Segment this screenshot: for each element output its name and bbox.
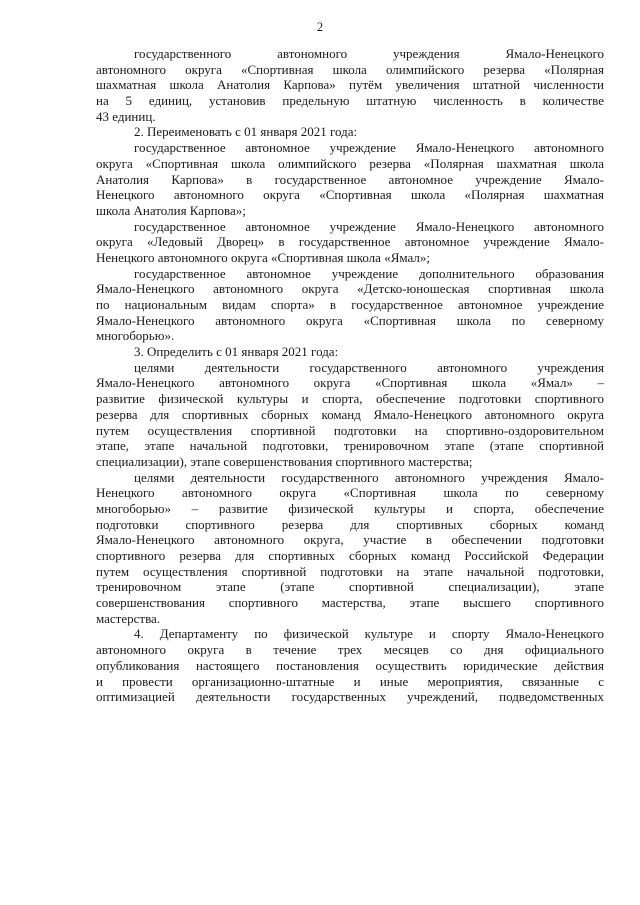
text-line: на 5 единиц, установив предельную штатную численность в количестве (96, 93, 604, 109)
text-line: многоборью» – развитие физической культуры и спорта, обеспечение (96, 500, 604, 516)
page-number: 2 (316, 20, 324, 34)
text-line: Ямало-Ненецкого автономного округа «Детско-юношеская спортивная школа (96, 281, 604, 297)
text-line: Ямало-Ненецкого автономного округа «Спортивная школа по северному (96, 312, 604, 328)
text-line: Ненецкого автономного округа «Спортивная школа «Ямал»; (96, 249, 430, 265)
text-line: путем осуществления спортивной подготовки на спортивно-оздоровительном (96, 422, 604, 438)
text-line: подготовки спортивного резерва для спортивных сборных команд (96, 516, 604, 532)
text-line: государственное автономное учреждение дополнительного образования (134, 265, 604, 281)
text-line: этапе, этапе начальной подготовки, тренировочном этапе (этапе спортивной (96, 438, 604, 454)
text-line: шахматная школа Анатолия Карпова» путём увеличения штатной численности (96, 77, 604, 93)
text-line: и провести организационно-штатные и иные мероприятия, связанные с (96, 673, 604, 689)
text-line: специализации), этапе совершенствования спортивного мастерства; (96, 453, 473, 469)
text-line: многоборью». (96, 328, 175, 344)
text-line: целями деятельности государственного автономного учреждения Ямало- (134, 469, 604, 485)
text-line: 43 единиц. (96, 108, 156, 124)
text-line: резерва для спортивных сборных команд Ямало-Ненецкого автономного округа (96, 406, 604, 422)
text-line: государственное автономное учреждение Ямало-Ненецкого автономного (134, 140, 604, 156)
text-line: государственное автономное учреждение Ямало-Ненецкого автономного (134, 218, 604, 234)
text-line: целями деятельности государственного автономного учреждения (134, 359, 604, 375)
text-line: тренировочном этапе (этапе спортивной специализации), этапе (96, 579, 604, 595)
text-line: школа Анатолия Карпова»; (96, 202, 246, 218)
text-line: 3. Определить с 01 января 2021 года: (134, 344, 339, 360)
document-body (96, 46, 604, 705)
text-line: развитие физической культуры и спорта, обеспечение подготовки спортивного (96, 391, 604, 407)
text-line: округа «Спортивная школа олимпийского резерва «Полярная шахматная школа (96, 155, 604, 171)
text-line: Ненецкого автономного округа «Спортивная школа «Полярная шахматная (96, 187, 604, 203)
text-line: государственного автономного учреждения Ямало-Ненецкого (134, 46, 604, 61)
text-line: путем осуществления спортивной подготовки на этапе начальной подготовки, (96, 563, 604, 579)
text-line: 2. Переименовать с 01 января 2021 года: (134, 124, 358, 140)
text-line: 4. Департаменту по физической культуре и спорту Ямало-Ненецкого (134, 626, 604, 642)
text-line: Ямало-Ненецкого автономного округа, участие в обеспечении подготовки (96, 532, 604, 548)
text-line: Ненецкого автономного округа «Спортивная школа по северному (96, 485, 604, 501)
text-line: спортивного резерва для спортивных сборных команд Российской Федерации (96, 548, 604, 563)
text-line: автономного округа в течение трех месяцев со дня официального (96, 642, 604, 658)
text-line: округа «Ледовый Дворец» в государственное автономное учреждение Ямало- (96, 234, 604, 250)
text-line: оптимизацией деятельности государственных учреждений, подведомственных (96, 689, 604, 705)
text-line: Анатолия Карпова» в государственное автономное учреждение Ямало- (96, 171, 604, 187)
text-line: опубликования настоящего постановления осуществить юридические действия (96, 657, 604, 673)
text-line: совершенствования спортивного мастерства, этапе высшего спортивного (96, 595, 604, 611)
text-line: по национальным видам спорта» в государственное автономное учреждение (96, 297, 604, 312)
text-line: автономного округа «Спортивная школа олимпийского резерва «Полярная (96, 61, 604, 77)
text-line: мастерства. (96, 610, 161, 626)
text-line: Ямало-Ненецкого автономного округа «Спортивная школа «Ямал» – (96, 375, 604, 391)
